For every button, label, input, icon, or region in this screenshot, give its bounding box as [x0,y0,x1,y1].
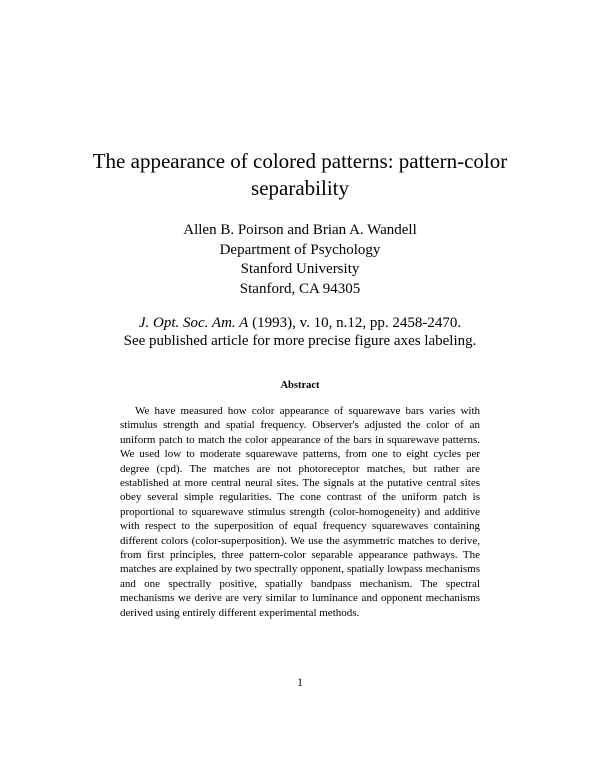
abstract-body: We have measured how color appearance of squarewave bars varies with stimulus strength and spatial frequency. Observer's adjusted the color of an uniform patch to match the color appearance of the bars in squarewave patterns. We used low to moderate squarewave patterns, from one to eight cycles per degree (cpd). The matches are not photoreceptor matches, but rather are established at more central neural sites. The signals at the putative central sites obey several simple regularities. The cone contrast of the uniform patch is proportional to squarewave stimulus strength (color-homogeneity) and additive with respect to the superposition of equal frequency squarewaves containing different colors (color-superposition). We use the asymmetric matches to derive, from first principles, three pattern-color separable appearance pathways. The matches are explained by two spectrally opponent, spatially lowpass mechanisms and one spectrally positive, spatially bandpass mechanism. The spectral mechanisms we derive are very similar to luminance and opponent mechanisms derived using entirely different experimental methods. [120,405,480,619]
citation-note: See published article for more precise figure axes labeling. [123,333,477,349]
author-university: Stanford University [240,261,360,277]
citation-line [60,314,540,332]
author-block [100,221,500,299]
paper-title: The appearance of colored patterns: pattern-color separability [92,149,508,200]
citation-details: (1993), v. 10, n.12, pp. 2458-2470. [248,315,462,331]
author-names: Allen B. Poirson and Brian A. Wandell [183,222,417,238]
author-location: Stanford, CA 94305 [239,280,361,297]
abstract-heading: Abstract [280,380,320,391]
author-department: Department of Psychology [219,241,381,258]
citation-block [60,314,540,350]
journal-name: J. Opt. Soc. Am. A [138,315,249,331]
page-number: 1 [297,677,303,689]
